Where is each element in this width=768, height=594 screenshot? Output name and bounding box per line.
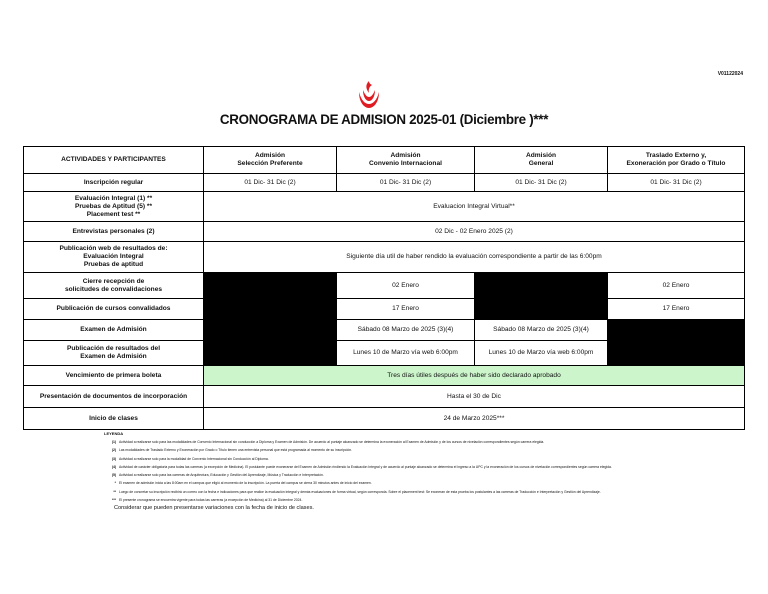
upc-flame-logo-icon xyxy=(354,80,384,110)
header-convenio-internacional: Admisión Convenio Internacional xyxy=(337,147,475,174)
table-row xyxy=(24,273,745,299)
header-traslado-externo: Traslado Externo y, Exoneración por Grado o Título xyxy=(608,147,745,174)
page-title: CRONOGRAMA DE ADMISION 2025-01 (Diciembre )*** xyxy=(219,112,549,127)
table-row xyxy=(24,408,745,430)
row-label: Entrevistas personales (2) xyxy=(24,222,204,242)
row-label: Examen de Admisión xyxy=(24,320,204,341)
cell-value: Lunes 10 de Marzo vía web 6:00pm xyxy=(475,341,608,366)
row-label: Publicación de resultados del Examen de Admisión xyxy=(24,341,204,366)
legend-item: *** El presente cronograma se encuentra vigente para todas las carreras (a excepción de Medicina) al 31 de Diciembre 2024. xyxy=(112,498,303,503)
legend xyxy=(104,431,724,511)
legend-item: (3) Actividad a realizarse solo para la modalidad de Convenio Internacional sin Conducción al Diploma. xyxy=(111,456,269,461)
cell-value: 01 Dic- 31 Dic (2) xyxy=(337,174,475,192)
header-seleccion-preferente: Admisión Selección Preferente xyxy=(204,147,337,174)
blocked-cell xyxy=(475,273,608,320)
cell-value: 17 Enero xyxy=(337,299,475,320)
table-row xyxy=(24,386,745,408)
cell-value: Sábado 08 Marzo de 2025 (3)(4) xyxy=(475,320,608,341)
cell-value: 01 Dic- 31 Dic (2) xyxy=(475,174,608,192)
cell-value: 02 Enero xyxy=(337,273,475,299)
cell-value: Lunes 10 de Marzo vía web 6:00pm xyxy=(337,341,475,366)
cell-value: 24 de Marzo 2025*** xyxy=(204,408,745,430)
table-row xyxy=(24,222,745,242)
document-code: V01122024 xyxy=(717,71,743,77)
legend-item: (4) Actividad de carácter obligatoria para todas las carreras (a excepción de Medicina). El postulante puede exonerarse del Examen de Admisión rindiendo la Evaluación Integral y de acuerdo al puntaje alcanzado se determina el ingreso a la UPC y la exoneración de los cursos de nivelación correspondientes según carrera elegida. xyxy=(111,464,612,469)
row-label: Evaluación Integral (1) ** Pruebas de Aptitud (5) ** Placement test ** xyxy=(24,192,204,222)
cell-value: Evaluacion Integral Virtual** xyxy=(204,192,745,222)
cell-value: Siguiente día util de haber rendido la evaluación correspondiente a partir de las 6:00pm xyxy=(204,242,745,273)
table-row xyxy=(24,192,745,222)
cell-value: 01 Dic- 31 Dic (2) xyxy=(608,174,745,192)
cell-value: 02 Enero xyxy=(608,273,745,299)
legend-item: ** Luego de concretar su inscripción recibirá un correo con la fecha e indicaciones para que realice la evaluación integral y demás evaluaciones de forma virtual, según corresponda. Sobre el placement test: Se exoneran de esta prueba los postulantes a las carreras de Traducción e Interpretación y Gestión del Aprendizaje. xyxy=(113,489,601,494)
legend-item: (2) Las modalidades de Traslado Externo y Exoneración por Grado o Título tienen una entrevista personal que está programada al momento de su inscripción. xyxy=(111,448,353,453)
cell-value: 02 Dic - 02 Enero 2025 (2) xyxy=(204,222,745,242)
legend-final-note: Considerar que pueden presentarse variaciones con la fecha de inicio de clases. xyxy=(114,505,314,512)
blocked-cell xyxy=(204,320,337,366)
cell-value: Tres días útiles después de haber sido declarado aprobado xyxy=(204,366,745,386)
header-general: Admisión General xyxy=(475,147,608,174)
legend-item: (5) Actividad a realizarse solo para las carreras de Arquitectura, Educación y Gestión del Aprendizaje, Música y Traducción e Interpretación. xyxy=(111,473,324,478)
blocked-cell xyxy=(608,320,745,366)
table-row xyxy=(24,174,745,192)
row-label: Inscripción regular xyxy=(24,174,204,192)
blocked-cell xyxy=(204,273,337,320)
row-label: Inicio de clases xyxy=(24,408,204,430)
table-header-row xyxy=(24,147,745,174)
header-activities: ACTIVIDADES Y PARTICIPANTES xyxy=(24,147,204,174)
row-label: Publicación de cursos convalidados xyxy=(24,299,204,320)
row-label: Publicación web de resultados de: Evaluación Integral Pruebas de aptitud xyxy=(24,242,204,273)
cell-value: 01 Dic- 31 Dic (2) xyxy=(204,174,337,192)
table-row xyxy=(24,320,745,341)
legend-item: (1) Actividad a realizarse solo para las modalidades de Convenio Internacional sin conducción a Diploma y Examen de Admisión. De acuerdo al puntaje alcanzado se determina la exoneración al Examen de Admisión y de los cursos de nivelación correspondientes según carrera elegida. xyxy=(111,440,545,444)
table-row xyxy=(24,299,745,320)
table-row xyxy=(24,366,745,386)
row-label: Cierre recepción de solicitudes de convalidaciones xyxy=(24,273,204,299)
cell-value: 17 Enero xyxy=(608,299,745,320)
row-label: Presentación de documentos de incorporación xyxy=(24,386,204,408)
legend-item: * El examen de admisión inicia a las 8:00am en el campus que eligió al momento de la inscripción. La puerta del campus se cierra 30 minutos antes de inicio del examen. xyxy=(114,481,372,486)
cell-value: Hasta el 30 de Dic xyxy=(204,386,745,408)
table-row xyxy=(24,242,745,273)
legend-title: LEYENDA xyxy=(104,431,124,436)
row-label: Vencimiento de primera boleta xyxy=(24,366,204,386)
admission-schedule-table xyxy=(23,146,745,430)
cell-value: Sábado 08 Marzo de 2025 (3)(4) xyxy=(337,320,475,341)
